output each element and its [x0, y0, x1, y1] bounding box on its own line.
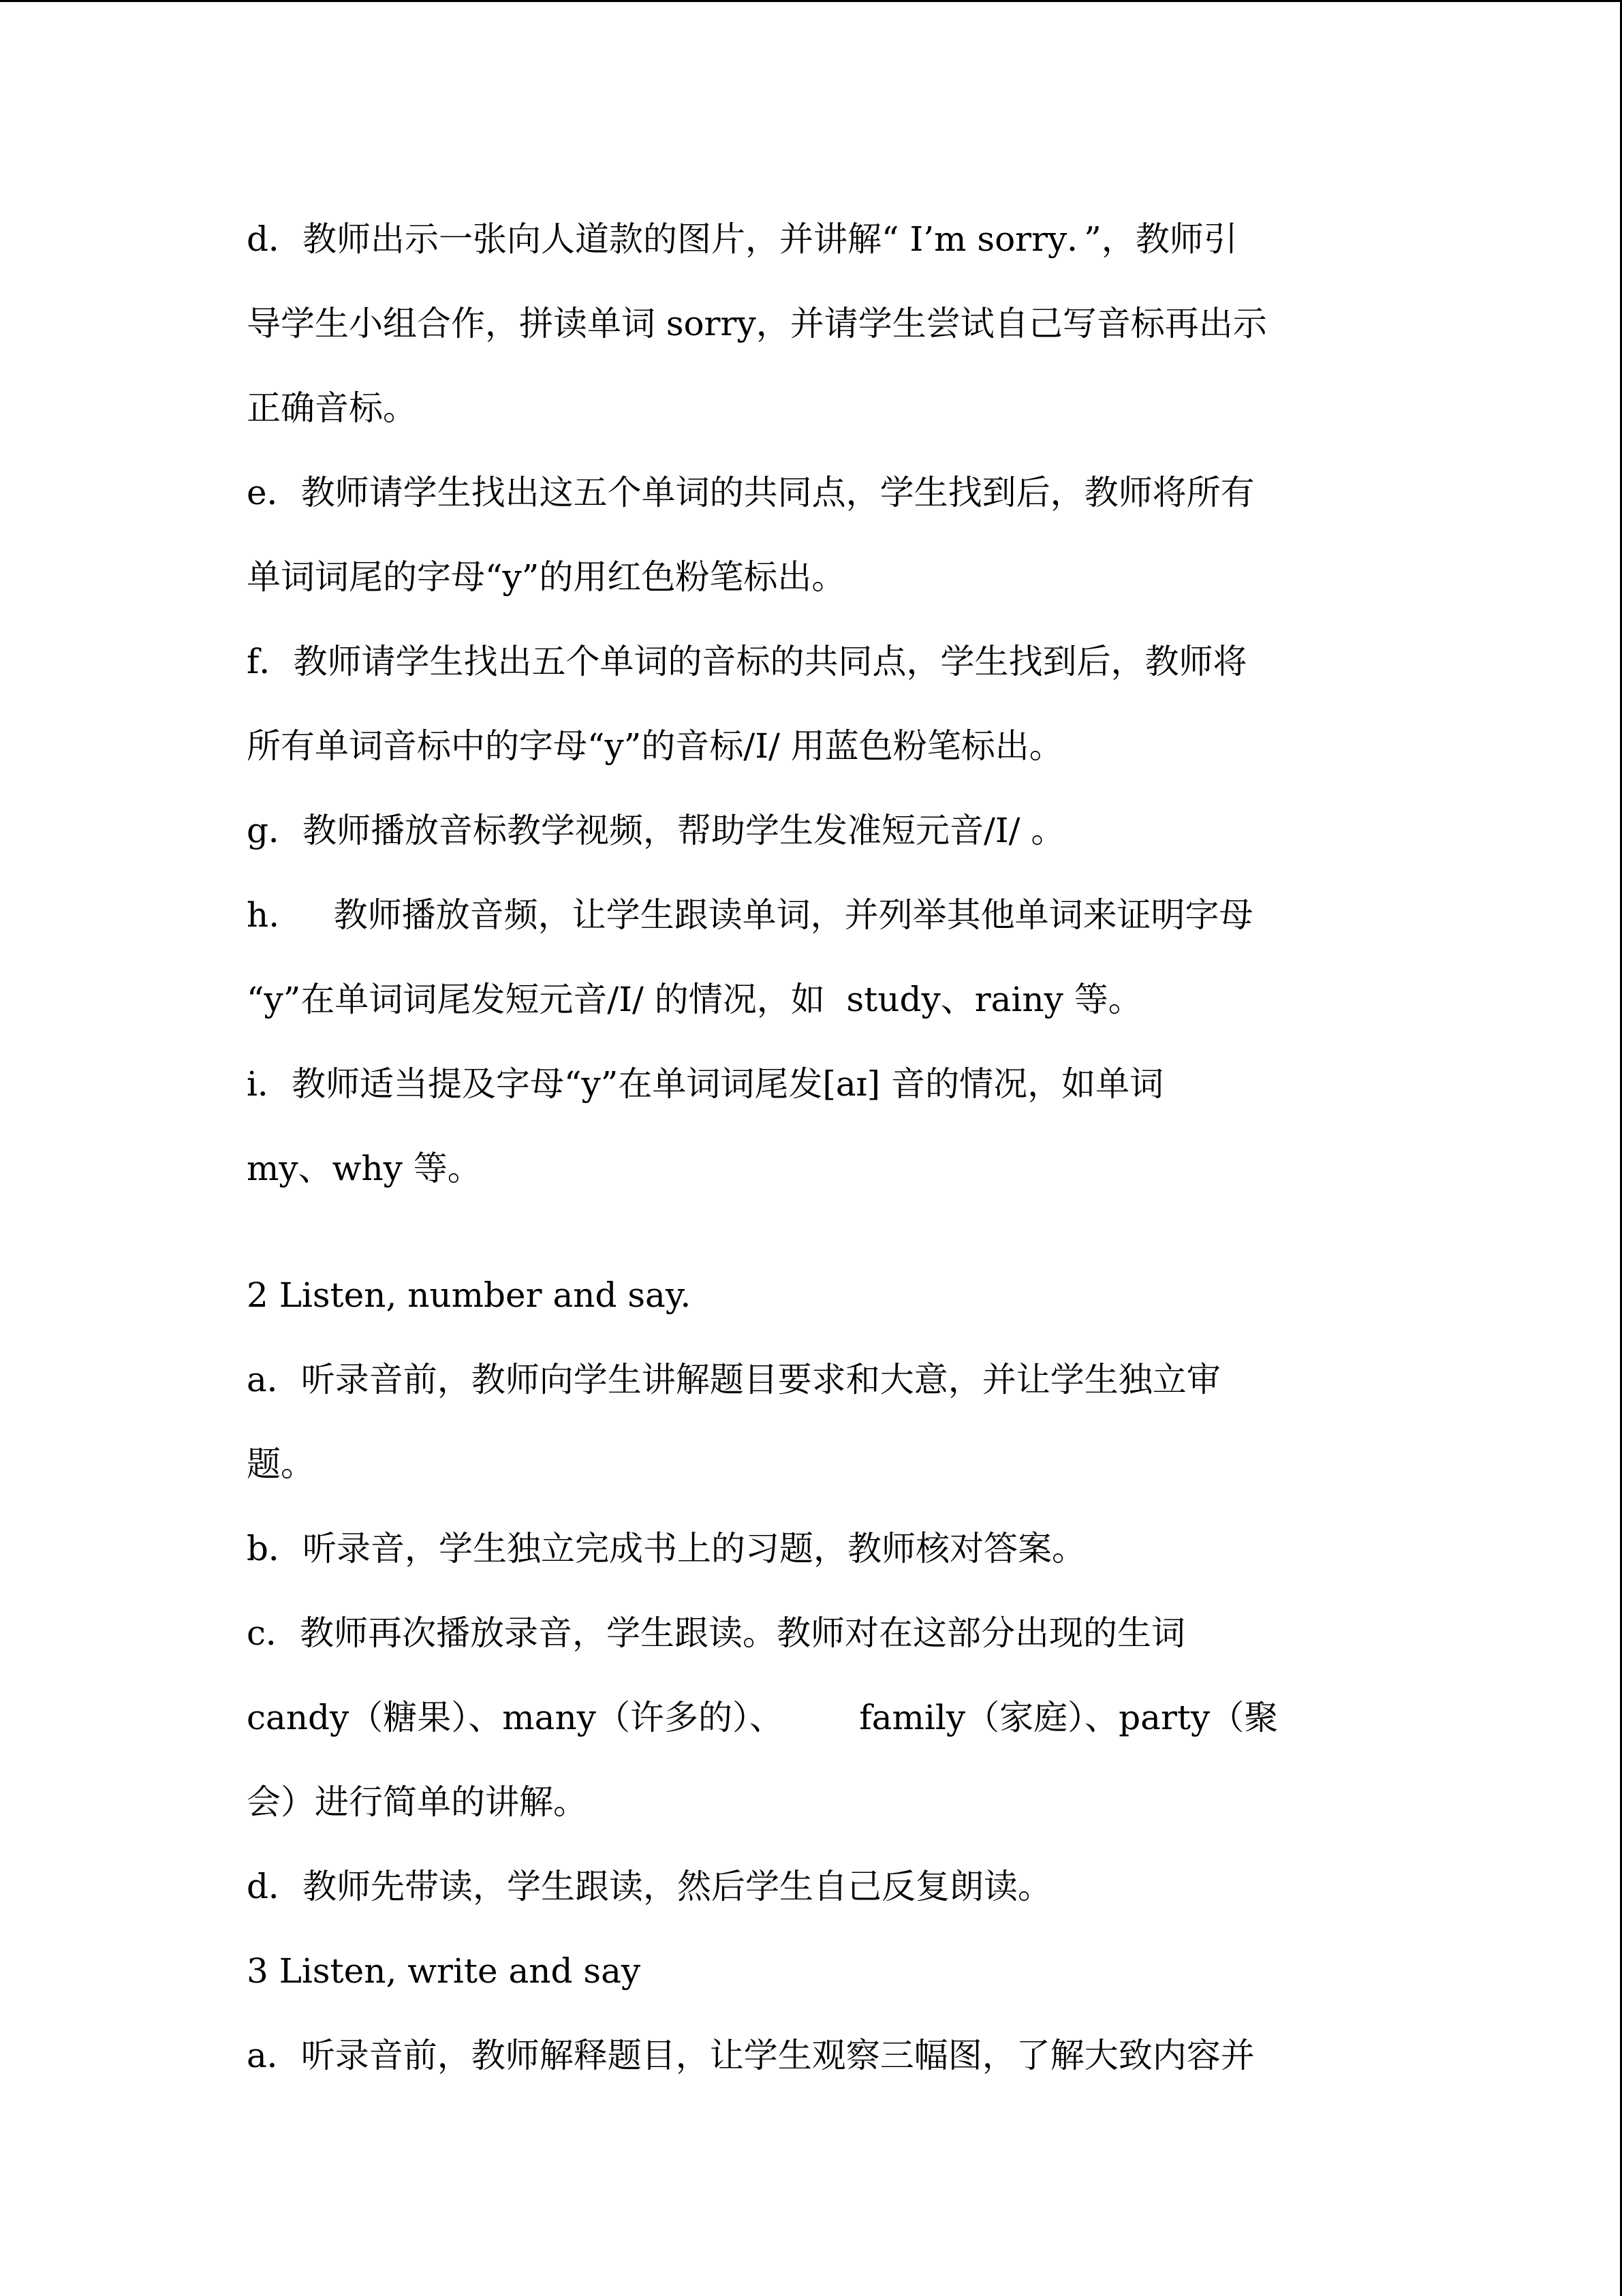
text-line: “y”在单词词尾发短元音/I/ 的情况，如 study、rainy 等。: [247, 980, 1142, 1019]
section-heading-2: [247, 1253, 1391, 1337]
text-line: 所有单词音标中的字母“y”的音标/I/ 用蓝色粉笔标出。: [247, 726, 1063, 766]
section-heading-3: [247, 1929, 1391, 2013]
paragraph-i: [247, 1042, 1391, 1211]
text-line: 正确音标。: [247, 388, 417, 428]
text-line: 题。: [247, 1444, 315, 1484]
section-heading: 2 Listen, number and say.: [247, 1275, 691, 1315]
text-line: 会）进行简单的讲解。: [247, 1782, 587, 1822]
paragraph-2a: [247, 1337, 1391, 1506]
text-line: candy（糖果）、many（许多的）、 family（家庭）、party（聚: [247, 1698, 1279, 1737]
section-heading: 3 Listen, write and say: [247, 1951, 641, 1991]
section-spacer: [247, 1211, 1391, 1253]
paragraph-2b: [247, 1506, 1391, 1591]
paragraph-e: [247, 450, 1391, 619]
text-line: a．听录音前，教师解释题目，让学生观察三幅图，了解大致内容并: [247, 2036, 1255, 2075]
text-line: e．教师请学生找出这五个单词的共同点，学生找到后，教师将所有: [247, 473, 1255, 512]
text-line: 导学生小组合作，拼读单词 sorry，并请学生尝试自己写音标再出示: [247, 304, 1267, 343]
paragraph-2d: [247, 1844, 1391, 1929]
document-body: [247, 197, 1391, 2098]
text-line: h. 教师播放音频，让学生跟读单词，并列举其他单词来证明字母: [247, 895, 1253, 935]
paragraph-3a: [247, 2013, 1391, 2098]
text-line: my、why 等。: [247, 1149, 482, 1188]
text-line: f．教师请学生找出五个单词的音标的共同点，学生找到后，教师将: [247, 642, 1247, 681]
text-line: d．教师出示一张向人道款的图片，并讲解“ I’m sorry．”，教师引: [247, 219, 1238, 259]
text-line: d．教师先带读，学生跟读，然后学生自己反复朗读。: [247, 1867, 1052, 1906]
paragraph-g: [247, 788, 1391, 873]
text-line: b．听录音，学生独立完成书上的习题，教师核对答案。: [247, 1529, 1087, 1568]
text-line: a．听录音前，教师向学生讲解题目要求和大意，并让学生独立审: [247, 1360, 1221, 1399]
text-line: 单词词尾的字母“y”的用红色粉笔标出。: [247, 557, 846, 597]
text-line: c．教师再次播放录音，学生跟读。教师对在这部分出现的生词: [247, 1613, 1186, 1653]
paragraph-2c: [247, 1591, 1391, 1844]
text-line: g．教师播放音标教学视频，帮助学生发准短元音/I/ 。: [247, 811, 1065, 850]
text-line: i．教师适当提及字母“y”在单词词尾发[aɪ] 音的情况，如单词: [247, 1064, 1164, 1104]
paragraph-f: [247, 619, 1391, 788]
paragraph-h: [247, 873, 1391, 1042]
paragraph-d: [247, 197, 1391, 450]
